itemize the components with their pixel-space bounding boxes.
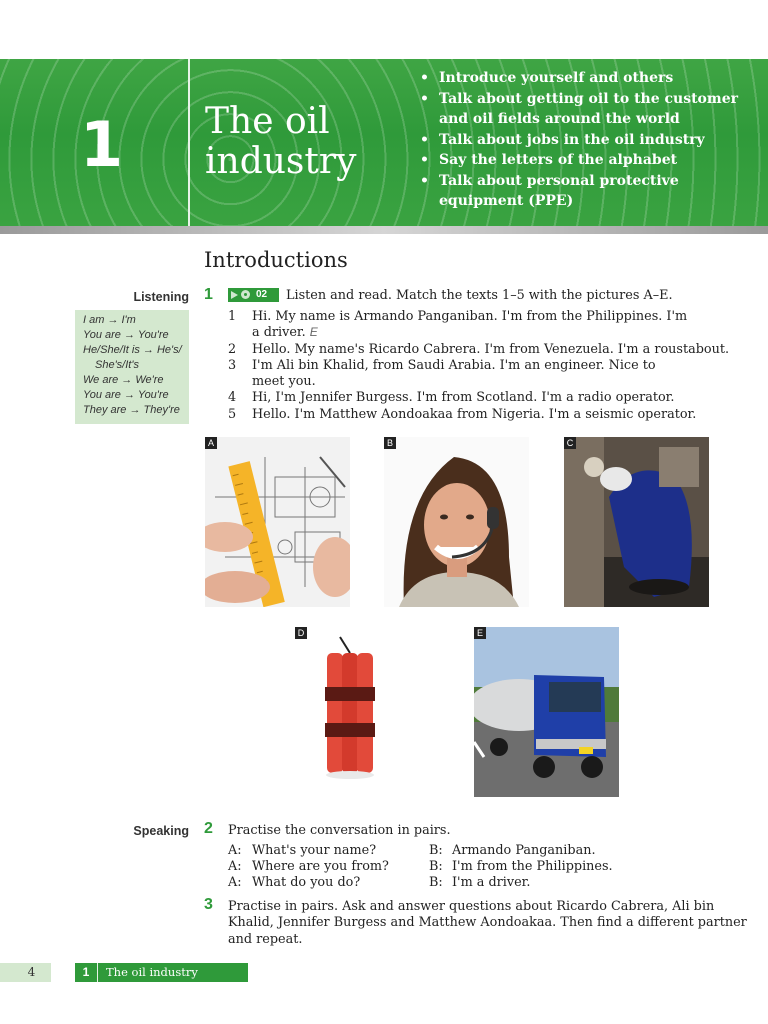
- speaker-b: B:: [429, 859, 443, 874]
- banner-shadow: [0, 226, 768, 234]
- picture-a-drafting: [205, 437, 350, 607]
- footer-unit-tab: [75, 963, 248, 982]
- drafting-image: [205, 437, 350, 607]
- item-number: 4: [228, 390, 237, 405]
- listening-label: Listening: [133, 290, 189, 304]
- exercise-1-instruction: Listen and read. Match the texts 1–5 with the pictures A–E.: [286, 288, 673, 303]
- dialogue-b-text: I'm a driver.: [452, 875, 531, 890]
- tanker-truck-image: [474, 627, 619, 797]
- dialogue-a-text: What's your name?: [252, 843, 377, 858]
- dialogue-a-text: What do you do?: [252, 875, 361, 890]
- picture-label: A: [205, 437, 217, 449]
- picture-b-radio-operator: [384, 437, 529, 607]
- roustabout-image: [564, 437, 709, 607]
- unit-title-line2: industry: [205, 141, 357, 182]
- speaker-b: B:: [429, 875, 443, 890]
- objective-item: • Say the letters of the alphabet: [420, 150, 740, 171]
- objective-item: • Introduce yourself and others: [420, 68, 740, 89]
- audio-track-number: 02: [256, 289, 268, 300]
- picture-d-explosives: [295, 627, 410, 797]
- grammar-line: You are → You're: [83, 329, 169, 341]
- dialogue-a-text: Where are you from?: [252, 859, 389, 874]
- grammar-line: He/She/It is → He's/: [83, 344, 182, 356]
- item-text: I'm Ali bin Khalid, from Saudi Arabia. I'm an engineer. Nice to: [252, 358, 656, 373]
- picture-label: B: [384, 437, 396, 449]
- grammar-line: They are → They're: [83, 404, 180, 416]
- speaker-a: A:: [228, 875, 242, 890]
- exercise-2-number: 2: [204, 820, 213, 837]
- exercise-1-number: 1: [204, 286, 213, 303]
- unit-number: 1: [80, 108, 124, 181]
- footer-unit-number: 1: [75, 963, 98, 982]
- item-number: 2: [228, 342, 237, 357]
- objective-item: • Talk about personal protective equipment (PPE): [420, 171, 740, 212]
- speaker-b: B:: [429, 843, 443, 858]
- item-text: Hi. My name is Armando Panganiban. I'm from the Philippines. I'm: [252, 309, 688, 324]
- picture-e-tanker-truck: [474, 627, 619, 797]
- grammar-line: You are → You're: [83, 389, 169, 401]
- exercise-3-text: Khalid, Jennifer Burgess and Matthew Aondoakaa. Then find a different partner: [228, 915, 747, 930]
- item-text-line2: meet you.: [252, 374, 316, 389]
- item-number: 1: [228, 309, 237, 324]
- picture-label: E: [474, 627, 486, 639]
- item-text-line2: a driver.: [252, 325, 306, 340]
- page-number: 4: [0, 963, 51, 982]
- item-text-cont: [252, 325, 318, 340]
- grammar-line: We are → We're: [83, 374, 164, 386]
- item-text: Hi, I'm Jennifer Burgess. I'm from Scotland. I'm a radio operator.: [252, 390, 675, 405]
- picture-label: D: [295, 627, 307, 639]
- footer-unit-title: The oil industry: [106, 965, 198, 979]
- item-number: 5: [228, 407, 237, 422]
- radio-operator-image: [384, 437, 529, 607]
- dialogue-b-text: I'm from the Philippines.: [452, 859, 613, 874]
- grammar-box: [75, 310, 189, 424]
- unit-title: [205, 102, 385, 182]
- grammar-line: I am → I'm: [83, 314, 136, 326]
- dynamite-image: [295, 627, 410, 797]
- cd-icon: [241, 290, 250, 299]
- objective-item: • Talk about jobs in the oil industry: [420, 130, 740, 151]
- audio-track-button[interactable]: [228, 288, 279, 302]
- speaking-label: Speaking: [133, 824, 189, 838]
- play-icon: [231, 291, 238, 299]
- dialogue-b-text: Armando Panganiban.: [452, 843, 596, 858]
- objective-item: • Talk about getting oil to the customer and oil fields around the world: [420, 89, 740, 130]
- exercise-2-instruction: Practise the conversation in pairs.: [228, 823, 451, 838]
- section-title: Introductions: [204, 248, 348, 272]
- exercise-3-number: 3: [204, 896, 213, 913]
- exercise-3-text: Practise in pairs. Ask and answer questions about Ricardo Cabrera, Ali bin: [228, 899, 715, 914]
- unit-title-line1: The oil: [205, 101, 330, 142]
- picture-c-roustabout: [564, 437, 709, 607]
- item-number: 3: [228, 358, 237, 373]
- grammar-line: She's/It's: [95, 359, 139, 371]
- unit-objectives: [420, 68, 740, 212]
- speaker-a: A:: [228, 859, 242, 874]
- item-text: Hello. I'm Matthew Aondoakaa from Nigeria. I'm a seismic operator.: [252, 407, 697, 422]
- example-answer: E: [309, 325, 318, 339]
- picture-label: C: [564, 437, 576, 449]
- speaker-a: A:: [228, 843, 242, 858]
- banner-divider: [188, 59, 190, 234]
- exercise-3-text: and repeat.: [228, 932, 303, 947]
- item-text: Hello. My name's Ricardo Cabrera. I'm from Venezuela. I'm a roustabout.: [252, 342, 730, 357]
